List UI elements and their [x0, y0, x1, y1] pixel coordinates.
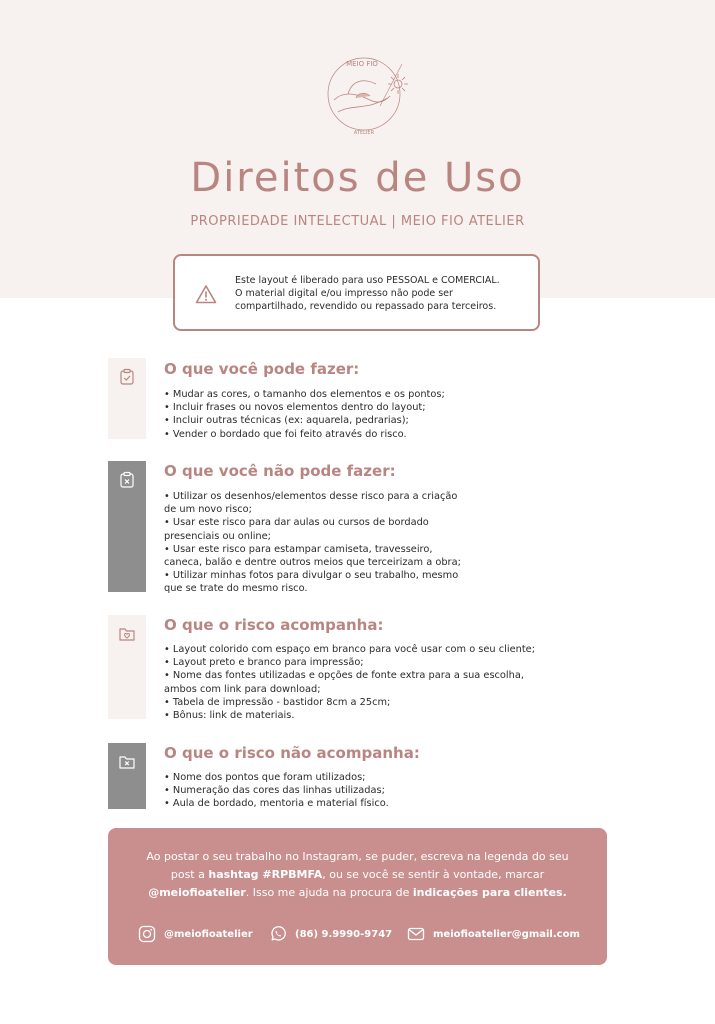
list-item: que se trate do mesmo risco. — [164, 583, 308, 595]
warning-icon — [195, 284, 217, 304]
clipboard-x-icon — [118, 471, 136, 489]
footer-text-segment: post a — [170, 868, 209, 881]
section-3-strip — [108, 615, 146, 719]
footer-text-segment: , ou se você se sentir à vontade, marcar — [322, 868, 545, 881]
section-3-list — [164, 643, 584, 722]
list-item: caneca, balão e dentre outros meios que terceirizam a obra; — [164, 557, 461, 569]
list-item: ambos com link para download; — [164, 683, 321, 695]
footer-text-segment: . Isso me ajuda na procura de — [245, 886, 413, 899]
section-4-title: O que o risco não acompanha: — [164, 744, 420, 762]
instagram-icon — [138, 925, 156, 943]
instagram-handle-mention: @meiofioatelier — [148, 886, 246, 899]
logo-bottom-text: ATELIER — [353, 130, 375, 136]
instagram-contact[interactable] — [138, 924, 253, 944]
phone-contact[interactable] — [269, 924, 392, 944]
list-item: • Vender o bordado que foi feito através do risco. — [164, 428, 407, 440]
notice-line-3: compartilhado, revendido ou repassado para terceiros. — [235, 301, 497, 312]
email-address: meiofioatelier@gmail.com — [433, 928, 580, 940]
section-2-strip — [108, 461, 146, 592]
list-item: • Nome das fontes utilizadas e opções de fonte extra para a sua escolha, — [164, 670, 524, 682]
highlight-text: indicações para clientes. — [412, 886, 567, 899]
list-item: • Incluir outras técnicas (ex: aquarela, pedrarias); — [164, 415, 409, 427]
section-1-list — [164, 388, 564, 441]
section-1-strip — [108, 358, 146, 439]
hashtag: hashtag #RPBMFA — [208, 868, 323, 881]
clipboard-check-icon — [118, 368, 136, 386]
list-item: presenciais ou online; — [164, 530, 271, 542]
list-item: • Bônus: link de materiais. — [164, 710, 295, 722]
list-item: • Layout preto e branco para impressão; — [164, 657, 364, 669]
footer-message — [126, 848, 589, 902]
section-1-title: O que você pode fazer: — [164, 360, 360, 378]
notice-line-1: Este layout é liberado para uso PESSOAL e COMERCIAL. — [235, 275, 500, 286]
page-title: Direitos de Uso — [190, 155, 525, 201]
list-item: de um novo risco; — [164, 504, 252, 516]
list-item: • Usar este risco para estampar camiseta, travesseiro, — [164, 543, 433, 555]
list-item: • Incluir frases ou novos elementos dentro do layout; — [164, 402, 426, 414]
section-2-list — [164, 490, 564, 596]
list-item: • Usar este risco para dar aulas ou cursos de bordado — [164, 517, 429, 529]
folder-x-icon — [118, 753, 136, 771]
meio-fio-logo — [318, 50, 418, 136]
section-4-list — [164, 771, 564, 811]
list-item: • Tabela de impressão - bastidor 8cm a 25cm; — [164, 696, 391, 708]
notice-line-2: O material digital e/ou impresso não pode ser — [235, 288, 453, 299]
section-2-title: O que você não pode fazer: — [164, 462, 396, 480]
list-item: • Utilizar os desenhos/elementos desse risco para a criação — [164, 491, 458, 502]
whatsapp-icon — [269, 925, 287, 943]
folder-heart-icon — [118, 625, 136, 643]
list-item: • Aula de bordado, mentoria e material físico. — [164, 798, 389, 810]
list-item: • Mudar as cores, o tamanho dos elementos e os pontos; — [164, 389, 445, 400]
email-contact[interactable] — [407, 924, 580, 944]
footer-card — [108, 828, 607, 965]
footer-line-1: Ao postar o seu trabalho no Instagram, se puder, escreva na legenda do seu — [146, 850, 569, 863]
email-icon — [407, 925, 425, 943]
logo-top-text: MEIO FIO — [346, 60, 378, 68]
list-item: • Numeração das cores das linhas utilizadas; — [164, 785, 385, 797]
list-item: • Nome dos pontos que foram utilizados; — [164, 772, 366, 783]
notice-box — [173, 254, 540, 331]
page-subtitle: PROPRIEDADE INTELECTUAL | MEIO FIO ATELIER — [190, 214, 525, 229]
instagram-handle: @meiofioatelier — [164, 928, 253, 940]
phone-number: (86) 9.9990-9747 — [295, 928, 393, 940]
section-3-title: O que o risco acompanha: — [164, 616, 384, 634]
list-item: • Utilizar minhas fotos para divulgar o seu trabalho, mesmo — [164, 570, 459, 582]
list-item: • Layout colorido com espaço em branco para você usar com o seu cliente; — [164, 644, 535, 655]
notice-text — [235, 274, 535, 313]
section-4-strip — [108, 743, 146, 809]
